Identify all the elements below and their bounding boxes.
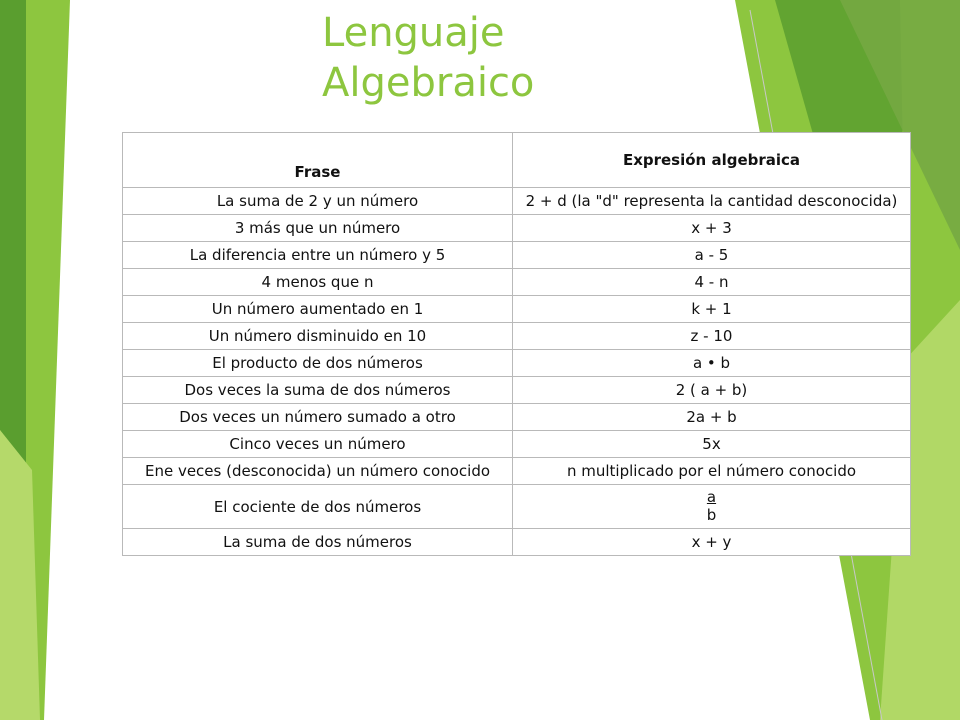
table-row bbox=[123, 377, 911, 404]
cell-frase: 3 más que un número bbox=[123, 215, 513, 242]
cell-expresion: a - 5 bbox=[513, 242, 911, 269]
table-row bbox=[123, 323, 911, 350]
cell-frase: La diferencia entre un número y 5 bbox=[123, 242, 513, 269]
cell-expresion: x + y bbox=[513, 529, 911, 556]
cell-expresion: 2 + d (la "d" representa la cantidad desconocida) bbox=[513, 188, 911, 215]
table-row bbox=[123, 215, 911, 242]
fraction-denominator: b bbox=[706, 506, 717, 524]
cell-expresion: 4 - n bbox=[513, 269, 911, 296]
slide-title-line-2: Algebraico bbox=[322, 60, 535, 106]
cell-expresion: a • b bbox=[513, 350, 911, 377]
cell-expresion: 2a + b bbox=[513, 404, 911, 431]
table-header bbox=[123, 133, 911, 188]
cell-expresion: 2 ( a + b) bbox=[513, 377, 911, 404]
slide-title bbox=[322, 8, 534, 108]
table-row bbox=[123, 296, 911, 323]
table-row bbox=[123, 485, 911, 529]
cell-frase: Un número disminuido en 10 bbox=[123, 323, 513, 350]
table-row bbox=[123, 404, 911, 431]
header-frase: Frase bbox=[123, 133, 513, 188]
cell-frase: Dos veces un número sumado a otro bbox=[123, 404, 513, 431]
table-row bbox=[123, 529, 911, 556]
cell-expresion: 5x bbox=[513, 431, 911, 458]
cell-frase: Dos veces la suma de dos números bbox=[123, 377, 513, 404]
slide-title-line-1: Lenguaje bbox=[322, 10, 505, 56]
cell-frase: Un número aumentado en 1 bbox=[123, 296, 513, 323]
header-row bbox=[123, 133, 911, 188]
cell-frase: La suma de dos números bbox=[123, 529, 513, 556]
table-row bbox=[123, 242, 911, 269]
table-row bbox=[123, 458, 911, 485]
table-row bbox=[123, 188, 911, 215]
table-row bbox=[123, 350, 911, 377]
cell-frase: Cinco veces un número bbox=[123, 431, 513, 458]
cell-frase: Ene veces (desconocida) un número conocido bbox=[123, 458, 513, 485]
cell-expresion: z - 10 bbox=[513, 323, 911, 350]
cell-expresion-fraction bbox=[513, 485, 911, 529]
cell-frase: 4 menos que n bbox=[123, 269, 513, 296]
fraction bbox=[707, 488, 717, 524]
table-row bbox=[123, 269, 911, 296]
table-body bbox=[123, 188, 911, 556]
fraction-numerator: a bbox=[706, 488, 717, 506]
header-expresion: Expresión algebraica bbox=[513, 133, 911, 188]
cell-frase: La suma de 2 y un número bbox=[123, 188, 513, 215]
cell-expresion: n multiplicado por el número conocido bbox=[513, 458, 911, 485]
expression-table bbox=[122, 132, 911, 556]
cell-expresion: x + 3 bbox=[513, 215, 911, 242]
table-row bbox=[123, 431, 911, 458]
cell-frase: El cociente de dos números bbox=[123, 485, 513, 529]
cell-frase: El producto de dos números bbox=[123, 350, 513, 377]
cell-expresion: k + 1 bbox=[513, 296, 911, 323]
